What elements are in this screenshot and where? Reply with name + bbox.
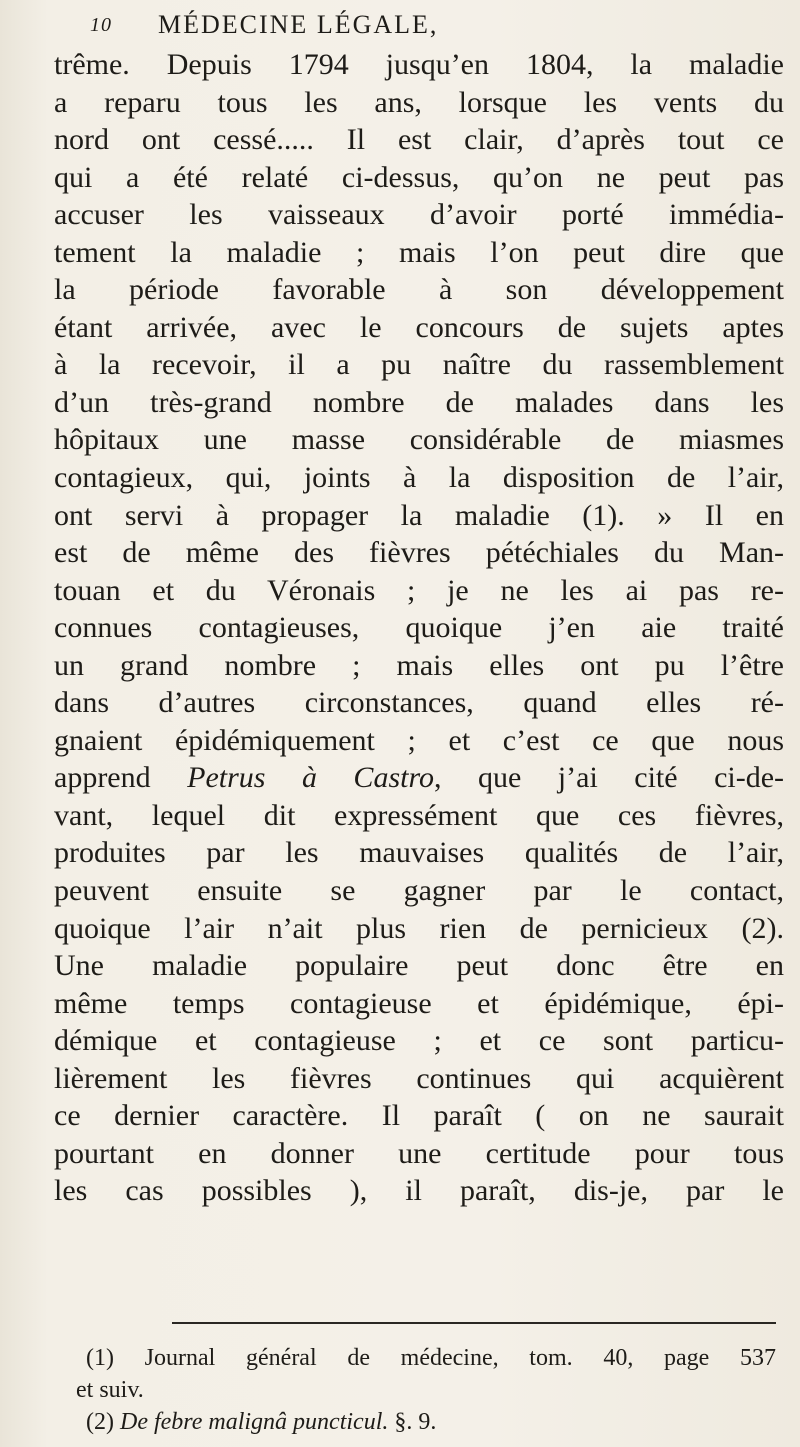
text-line: démique et contagieuse ; et ce sont particu- bbox=[54, 1024, 784, 1058]
text-line: connues contagieuses, quoique j’en aie traité bbox=[54, 611, 784, 645]
text-line: quoique l’air n’ait plus rien de pernicieux (2). bbox=[54, 911, 784, 945]
text-line: nord ont cessé..... Il est clair, d’après tout ce bbox=[54, 123, 784, 157]
text-line: même temps contagieuse et épidémique, épi- bbox=[54, 986, 784, 1020]
text-line: trême. Depuis 1794 jusqu’en 1804, la maladie bbox=[54, 48, 784, 81]
text-line: dans d’autres circonstances, quand elles ré- bbox=[54, 686, 784, 720]
running-title: MÉDECINE LÉGALE, bbox=[158, 10, 439, 39]
text-line: a reparu tous les ans, lorsque les vents du bbox=[54, 85, 784, 119]
footnote-1-continuation: et suiv. bbox=[76, 1377, 144, 1403]
footnote-2-title: De febre malignâ puncticul. bbox=[119, 1409, 389, 1435]
text-line: est de même des fièvres pétéchiales du Man- bbox=[54, 536, 784, 570]
text-line: ont servi à propager la maladie (1). » Il en bbox=[54, 498, 784, 532]
text-line: Une maladie populaire peut donc être en bbox=[54, 949, 784, 983]
text-line: touan et du Véronais ; je ne les ai pas re- bbox=[54, 573, 784, 607]
text-line: vant, lequel dit expressément que ces fièvres, bbox=[54, 798, 784, 832]
text-line: lièrement les fièvres continues qui acquièrent bbox=[54, 1061, 784, 1095]
italic-name: Petrus à Castro bbox=[187, 761, 435, 795]
text-line: contagieux, qui, joints à la disposition de l’air, bbox=[54, 461, 784, 495]
text-line: un grand nombre ; mais elles ont pu l’être bbox=[54, 648, 784, 682]
body-text bbox=[54, 46, 784, 1210]
text-line: qui a été relaté ci-dessus, qu’on ne peut pas bbox=[54, 160, 784, 194]
text-line: produites par les mauvaises qualités de l’air, bbox=[54, 836, 784, 870]
footnote-2-reference: §. 9. bbox=[394, 1409, 437, 1435]
text-line: d’un très-grand nombre de malades dans les bbox=[54, 385, 784, 419]
footnote-2 bbox=[86, 1406, 776, 1438]
footnote-1: (1) Journal général de médecine, tom. 40, page 537 bbox=[86, 1345, 776, 1371]
text-line: à la recevoir, il a pu naître du rassemblement bbox=[54, 348, 784, 382]
text-line: tement la maladie ; mais l’on peut dire que bbox=[54, 235, 784, 269]
text-line: pourtant en donner une certitude pour tous bbox=[54, 1136, 784, 1170]
text-line: la période favorable à son développement bbox=[54, 273, 784, 307]
footnote-rule bbox=[172, 1322, 776, 1324]
footnotes bbox=[76, 1342, 776, 1438]
footnote-2-marker: (2) bbox=[86, 1409, 114, 1435]
text-line: gnaient épidémiquement ; et c’est ce que nous bbox=[54, 723, 784, 757]
text-line: ce dernier caractère. Il paraît ( on ne saurait bbox=[54, 1099, 784, 1133]
page-number: 10 bbox=[90, 14, 112, 36]
text-line: accuser les vaisseaux d’avoir porté immédia- bbox=[54, 198, 784, 232]
text-line: apprend Petrus à Castro, que j’ai cité ci-de- bbox=[54, 761, 785, 795]
text-line: hôpitaux une masse considérable de miasmes bbox=[54, 423, 784, 457]
page-header bbox=[90, 10, 710, 50]
text-line: peuvent ensuite se gagner par le contact, bbox=[54, 874, 784, 908]
text-line: étant arrivée, avec le concours de sujets aptes bbox=[54, 310, 784, 344]
text-line: les cas possibles ), il paraît, dis-je, par le bbox=[54, 1174, 784, 1208]
